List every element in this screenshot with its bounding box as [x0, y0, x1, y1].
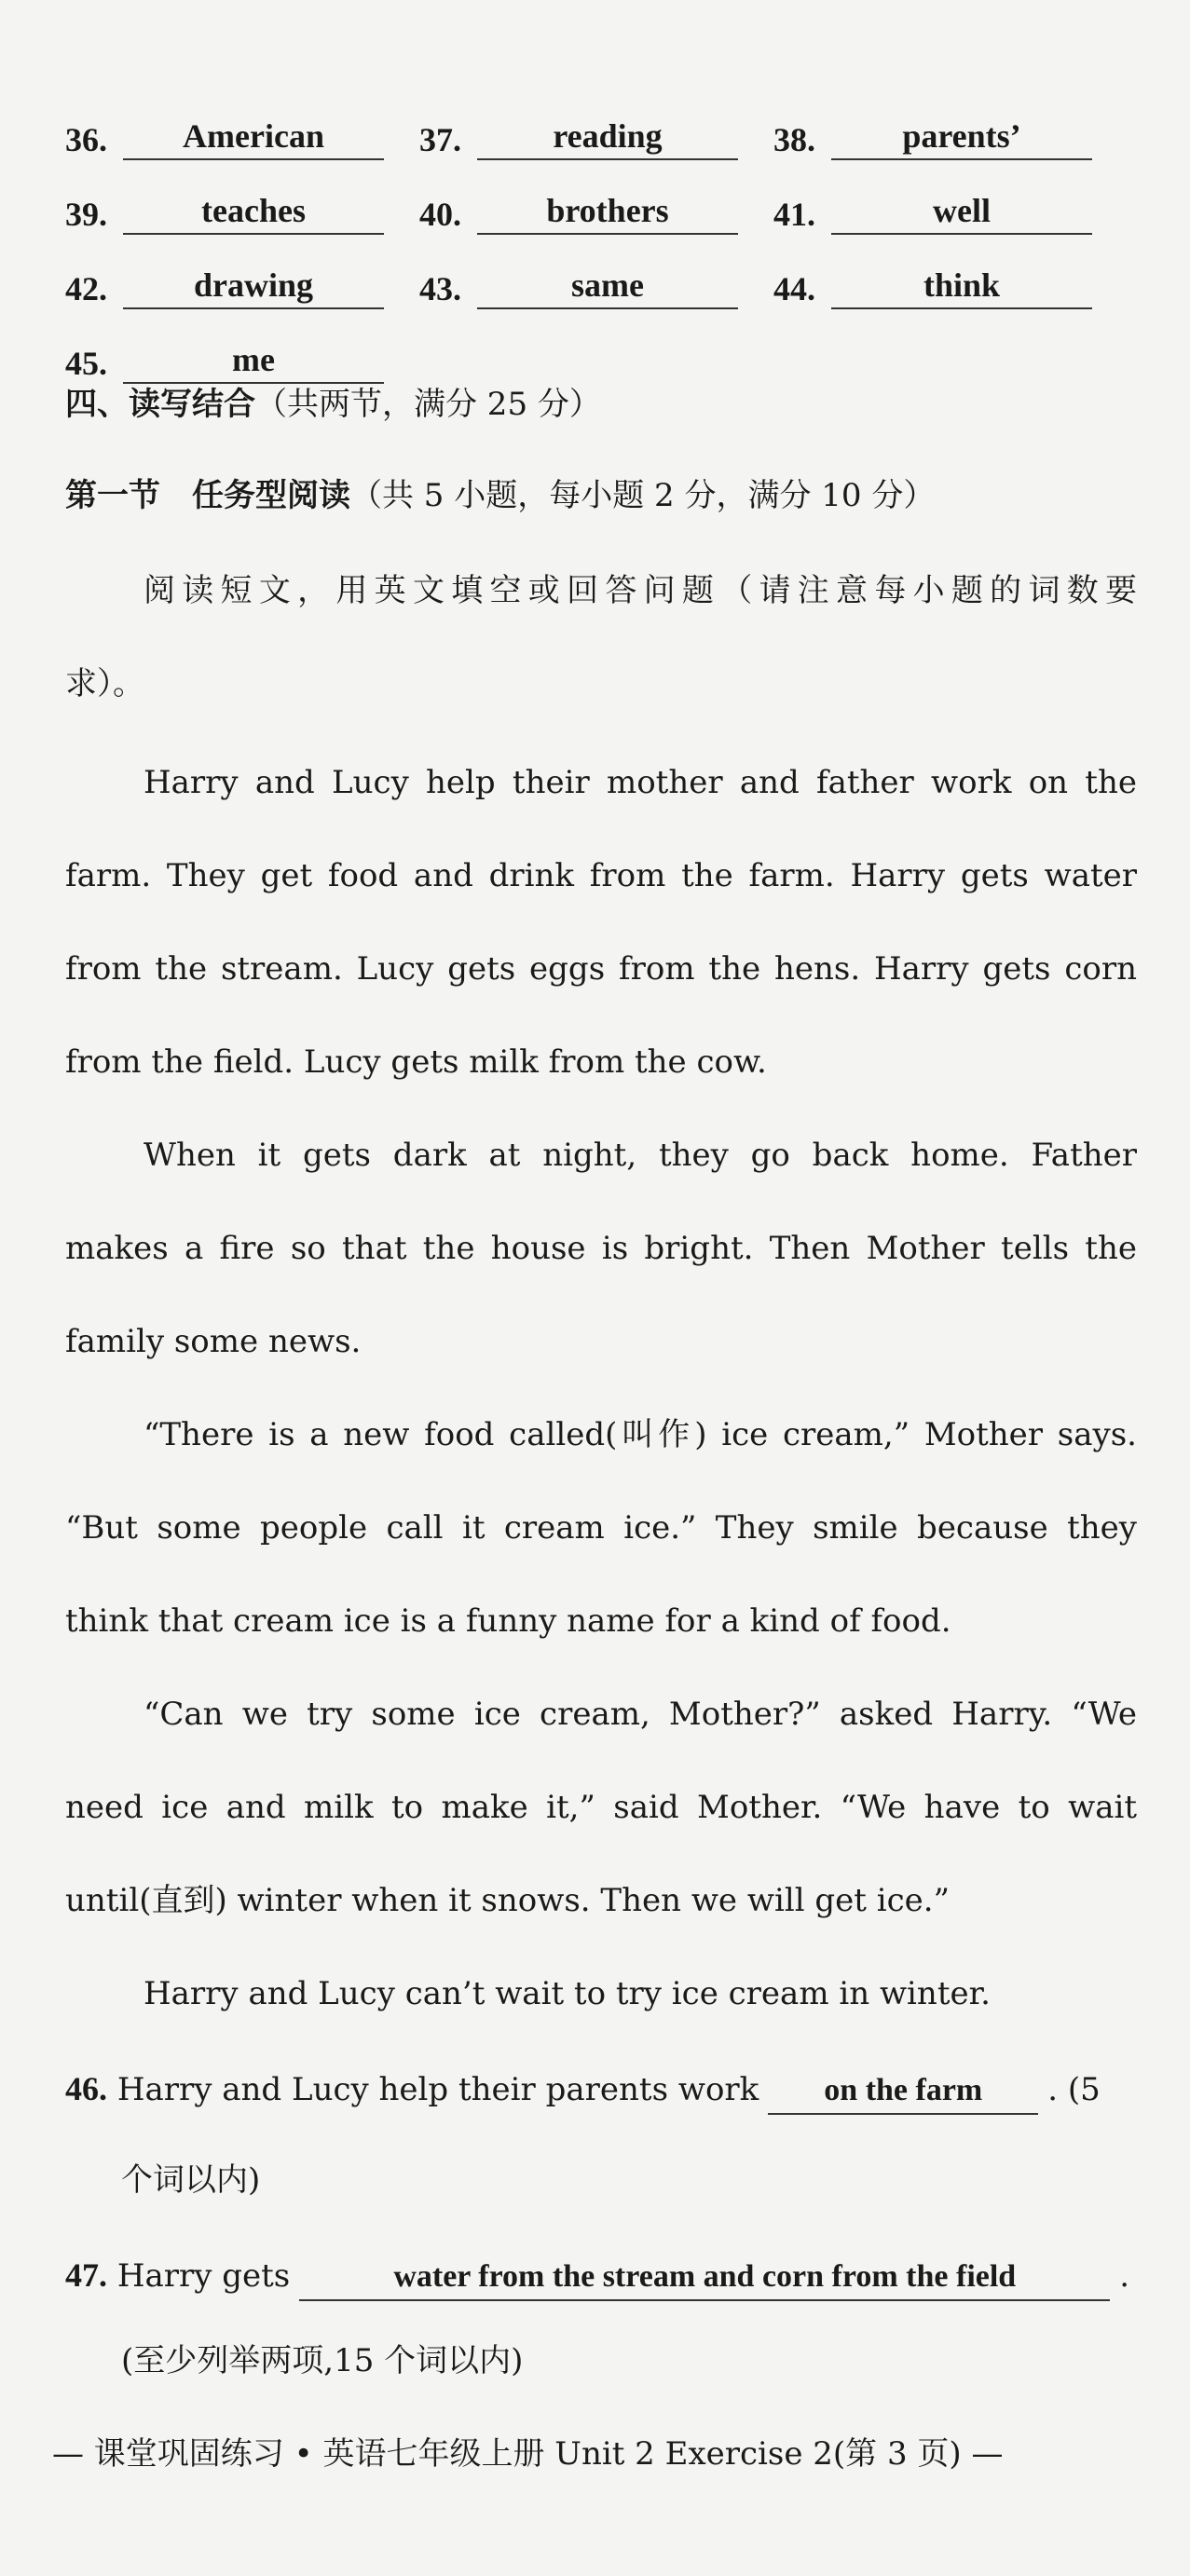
question-hint: . (5 [1047, 2071, 1101, 2108]
answer-blank: same [477, 265, 738, 309]
reading-passage [65, 762, 1137, 2066]
answer-item [773, 116, 1128, 160]
answer-grid [65, 86, 1128, 384]
answer-blank: teaches [123, 190, 384, 235]
answer-number: 44. [773, 270, 815, 307]
passage-line: from the stream. Lucy gets eggs from the hens. Harry gets corn [65, 950, 1137, 988]
answer-number: 39. [65, 196, 107, 233]
answer-item [419, 116, 773, 160]
passage-line: “But some people call it cream ice.” They smile because they [65, 1509, 1137, 1547]
answer-item [773, 190, 1128, 235]
answer-blank: drawing [123, 265, 384, 309]
answer-item [419, 265, 773, 309]
passage-line: “Can we try some ice cream, Mother?” asked Harry. “We [144, 1696, 1137, 1733]
section-title-bold: 四、读写结合 [65, 386, 255, 423]
answer-number: 45. [65, 345, 107, 382]
passage-line: need ice and milk to make it,” said Mother. “We have to wait [65, 1789, 1137, 1826]
answer-number: 41. [773, 196, 815, 233]
answer-blank: brothers [477, 190, 738, 235]
answer-number: 42. [65, 270, 107, 307]
question-46-note: 个词以内) [121, 2161, 261, 2199]
answer-number: 37. [419, 121, 461, 158]
answer-number: 38. [773, 121, 815, 158]
instruction-line: 阅读短文，用英文填空或回答问题（请注意每小题的词数要 [144, 572, 1137, 609]
section-title-note: （共两节，满分 25 分） [255, 386, 601, 423]
passage-line: Harry and Lucy can’t wait to try ice cream in winter. [144, 1975, 991, 2012]
passage-line: think that cream ice is a funny name for a kind of food. [65, 1602, 951, 1640]
answer-item [65, 116, 419, 160]
answer-item [773, 265, 1128, 309]
answer-number: 40. [419, 196, 461, 233]
answer-blank: well [831, 190, 1092, 235]
answer-item [65, 190, 419, 235]
question-text: Harry gets [116, 2257, 291, 2295]
answer-item [65, 339, 421, 384]
answer-blank: water from the stream and corn from the field [299, 2256, 1110, 2301]
section-title [65, 384, 601, 425]
subsection-title-bold: 第一节 任务型阅读 [65, 477, 350, 514]
answer-blank: reading [477, 116, 738, 160]
instructions [65, 570, 1137, 756]
passage-line: farm. They get food and drink from the farm. Harry gets water [65, 857, 1137, 894]
subsection-title-note: （共 5 小题，每小题 2 分，满分 10 分） [350, 477, 936, 514]
passage-line: When it gets dark at night, they go back home. Father [144, 1137, 1137, 1174]
question-number: 46. [65, 2070, 107, 2107]
answer-blank: parents’ [831, 116, 1092, 160]
subsection-title [65, 475, 935, 516]
question-number: 47. [65, 2256, 107, 2294]
passage-line: from the field. Lucy gets milk from the cow. [65, 1043, 767, 1081]
question-47-note: (至少列举两项,15 个词以内) [121, 2342, 524, 2379]
answer-row [65, 160, 1128, 235]
answer-row [65, 86, 1128, 160]
passage-line: “There is a new food called(叫作) ice cream,” Mother says. [144, 1416, 1137, 1453]
answer-row [65, 309, 1128, 384]
question-text: Harry and Lucy help their parents work [116, 2071, 759, 2108]
answer-item [65, 265, 419, 309]
answer-blank: on the farm [768, 2070, 1038, 2115]
answer-blank: American [123, 116, 384, 160]
page-footer: — 课堂巩固练习 • 英语七年级上册 Unit 2 Exercise 2(第 3 页) — [52, 2435, 1004, 2473]
answer-number: 36. [65, 121, 107, 158]
instruction-line: 求）。 [65, 665, 144, 702]
answer-blank: me [123, 339, 384, 384]
question-end: . [1119, 2257, 1130, 2295]
passage-line: Harry and Lucy help their mother and father work on the [144, 764, 1137, 801]
answer-item [419, 190, 773, 235]
passage-line: until(直到) winter when it snows. Then we will get ice.” [65, 1882, 950, 1919]
passage-line: family some news. [65, 1323, 362, 1360]
answer-number: 43. [419, 270, 461, 307]
question-46 [65, 2068, 1101, 2115]
answer-blank: think [831, 265, 1092, 309]
answer-row [65, 235, 1128, 309]
passage-line: makes a fire so that the house is bright. Then Mother tells the [65, 1230, 1137, 1267]
question-47 [65, 2255, 1129, 2301]
